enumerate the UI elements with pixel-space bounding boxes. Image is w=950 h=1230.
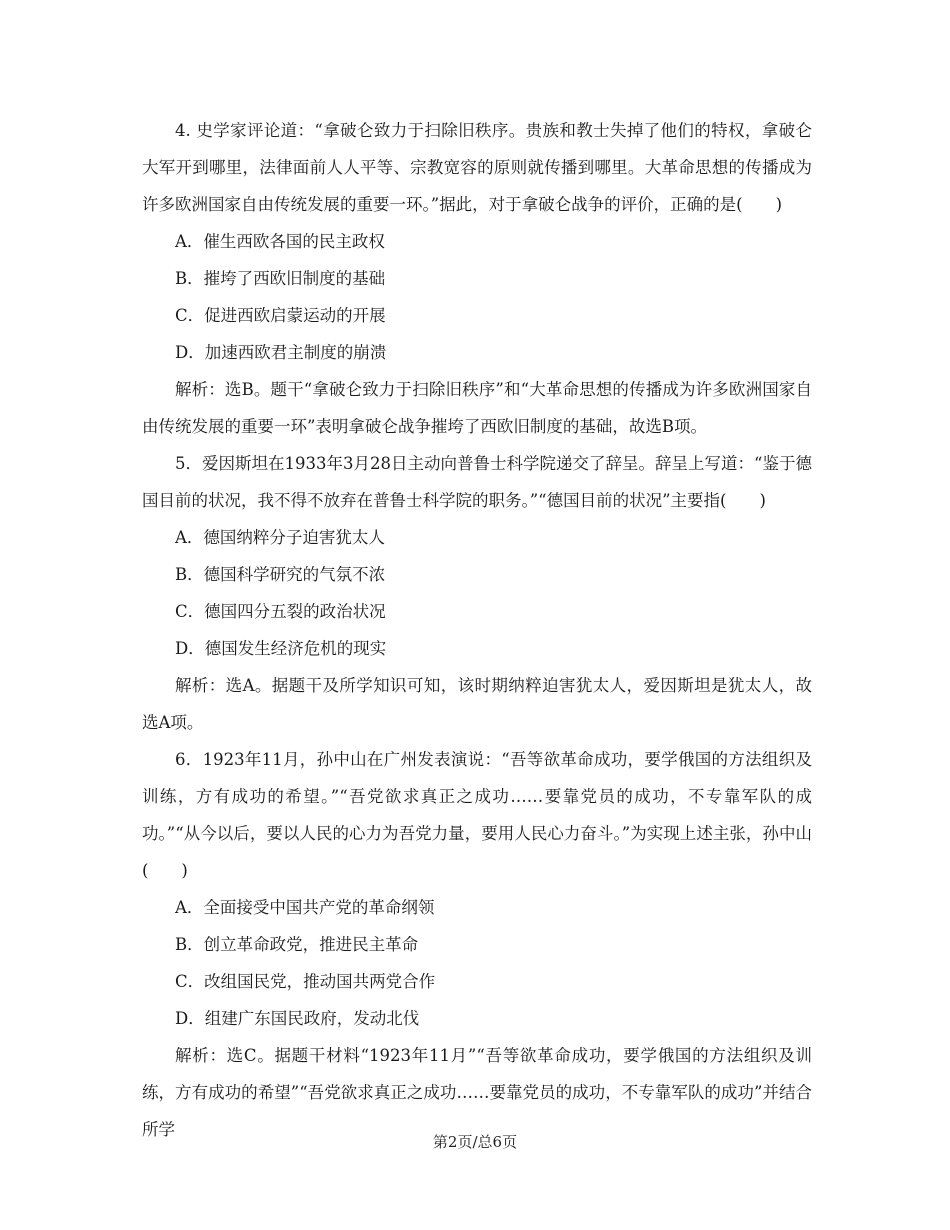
option-a: A．德国纳粹分子迫害犹太人	[175, 528, 385, 547]
answer-analysis: 解析：选B。题干“拿破仑致力于扫除旧秩序”和“大革命思想的传播成为许多欧洲国家自由传统发展的重要一环”表明拿破仑战争摧垮了西欧旧制度的基础，故选B项。	[142, 380, 812, 436]
answer-analysis: 解析：选A。据题干及所学知识可知，该时期纳粹迫害犹太人，爱因斯坦是犹太人，故选A项。	[142, 676, 812, 732]
option-b: B．德国科学研究的气氛不浓	[175, 565, 386, 584]
option-b: B．摧垮了西欧旧制度的基础	[175, 269, 386, 288]
question-5	[142, 445, 812, 741]
option-d: D．德国发生经济危机的现实	[175, 639, 387, 658]
option-b: B．创立革命政党，推进民主革命	[175, 935, 419, 954]
question-stem: 5．爱因斯坦在1933年3月28日主动向普鲁士科学院递交了辞呈。辞呈上写道：“鉴于德国目前的状况，我不得不放弃在普鲁士科学院的职务。”“德国目前的状况”主要指( )	[142, 454, 812, 510]
answer-analysis: 解析：选C。据题干材料“1923年11月”“吾等欲革命成功，要学俄国的方法组织及训练，方有成功的希望”“吾党欲求真正之成功……要靠党员的成功，不专靠军队的成功”并结合所学	[142, 1046, 812, 1139]
question-stem: 6．1923年11月，孙中山在广州发表演说：“吾等欲革命成功，要学俄国的方法组织及训练，方有成功的希望。”“吾党欲求真正之成功……要靠党员的成功，不专靠军队的成功。”“从今以后，要以人民的心力为吾党力量，要用人民心力奋斗。”为实现上述主张，孙中山( )	[142, 750, 812, 880]
option-c: C．德国四分五裂的政治状况	[175, 602, 386, 621]
question-stem: 4. 史学家评论道：“拿破仑致力于扫除旧秩序。贵族和教士失掉了他们的特权，拿破仑大军开到哪里，法律面前人人平等、宗教宽容的原则就传播到哪里。大革命思想的传播成为许多欧洲国家自由传统发展的重要一环。”据此，对于拿破仑战争的评价，正确的是( )	[142, 121, 812, 214]
option-d: D．加速西欧君主制度的崩溃	[175, 343, 387, 362]
option-c: C．促进西欧启蒙运动的开展	[175, 306, 386, 325]
option-a: A．全面接受中国共产党的革命纲领	[175, 898, 435, 917]
question-4	[142, 112, 812, 445]
question-6	[142, 741, 812, 1148]
page-content	[142, 112, 812, 1148]
option-d: D．组建广东国民政府，发动北伐	[175, 1009, 420, 1028]
page-number-footer: 第2页/总6页	[432, 1133, 518, 1151]
option-a: A．催生西欧各国的民主政权	[175, 232, 385, 251]
option-c: C．改组国民党，推动国共两党合作	[175, 972, 436, 991]
